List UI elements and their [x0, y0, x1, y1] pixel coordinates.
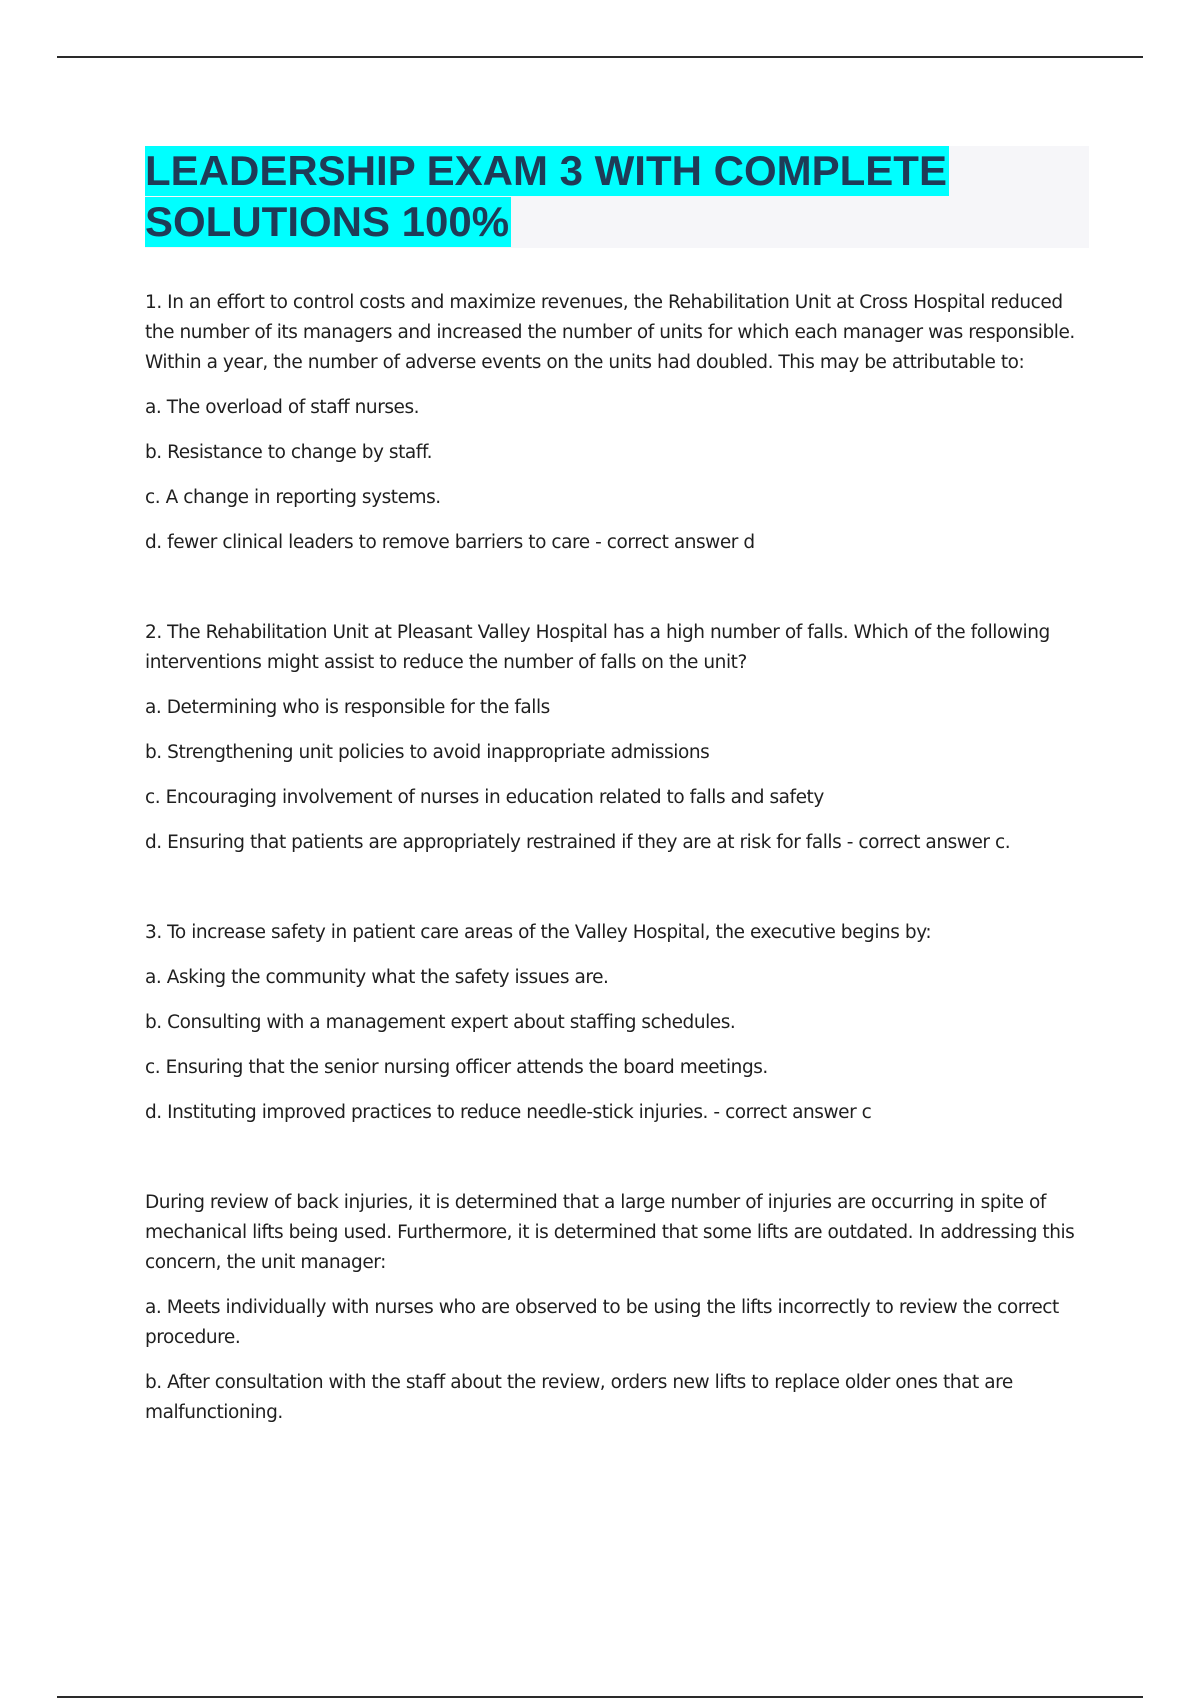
- document-title-line-2: SOLUTIONS 100%: [145, 198, 510, 245]
- answer-option: d. Ensuring that patients are appropriately restrained if they are at risk for falls - correct answer c.: [145, 832, 1011, 853]
- answer-option: c. Ensuring that the senior nursing officer attends the board meetings.: [145, 1057, 768, 1078]
- document-title-line-1: LEADERSHIP EXAM 3 WITH COMPLETE: [145, 147, 947, 194]
- question-block-4: [145, 1188, 1085, 1428]
- question-text: 3. To increase safety in patient care areas of the Valley Hospital, the executive begins by:: [145, 922, 932, 943]
- answer-option: a. The overload of staff nurses.: [145, 397, 420, 418]
- answer-option: d. fewer clinical leaders to remove barriers to care - correct answer d: [145, 532, 755, 553]
- footer-rule: [57, 1696, 1143, 1698]
- answer-option: c. A change in reporting systems.: [145, 487, 441, 508]
- header-rule: [57, 56, 1143, 58]
- answer-option: b. Resistance to change by staff.: [145, 442, 433, 463]
- answer-option: a. Asking the community what the safety issues are.: [145, 967, 609, 988]
- question-block-2: [145, 618, 1085, 858]
- question-text: 2. The Rehabilitation Unit at Pleasant Valley Hospital has a high number of falls. Which of the following interventions might assist to reduce the number of falls on the unit?: [145, 622, 1050, 673]
- document-body: [145, 288, 1085, 1443]
- question-text: 1. In an effort to control costs and maximize revenues, the Rehabilitation Unit at Cross Hospital reduced the number of its managers and increased the number of units for which each manager was responsible. Within a year, the number of adverse events on the units had doubled. This may be attributable to:: [145, 292, 1075, 373]
- question-text: During review of back injuries, it is determined that a large number of injuries are occurring in spite of mechanical lifts being used. Furthermore, it is determined that some lifts are outdated. In addressing this concern, the unit manager:: [145, 1192, 1075, 1273]
- answer-option: a. Meets individually with nurses who are observed to be using the lifts incorrectly to review the correct procedure.: [145, 1297, 1059, 1348]
- answer-option: b. Consulting with a management expert about staffing schedules.: [145, 1012, 736, 1033]
- answer-option: b. Strengthening unit policies to avoid inappropriate admissions: [145, 742, 710, 763]
- title-block: [145, 146, 1089, 248]
- answer-option: c. Encouraging involvement of nurses in education related to falls and safety: [145, 787, 824, 808]
- answer-option: d. Instituting improved practices to reduce needle-stick injuries. - correct answer c: [145, 1102, 872, 1123]
- question-block-1: [145, 288, 1085, 558]
- question-block-3: [145, 918, 1085, 1128]
- answer-option: b. After consultation with the staff about the review, orders new lifts to replace older ones that are malfunctioning.: [145, 1372, 1013, 1423]
- answer-option: a. Determining who is responsible for the falls: [145, 697, 550, 718]
